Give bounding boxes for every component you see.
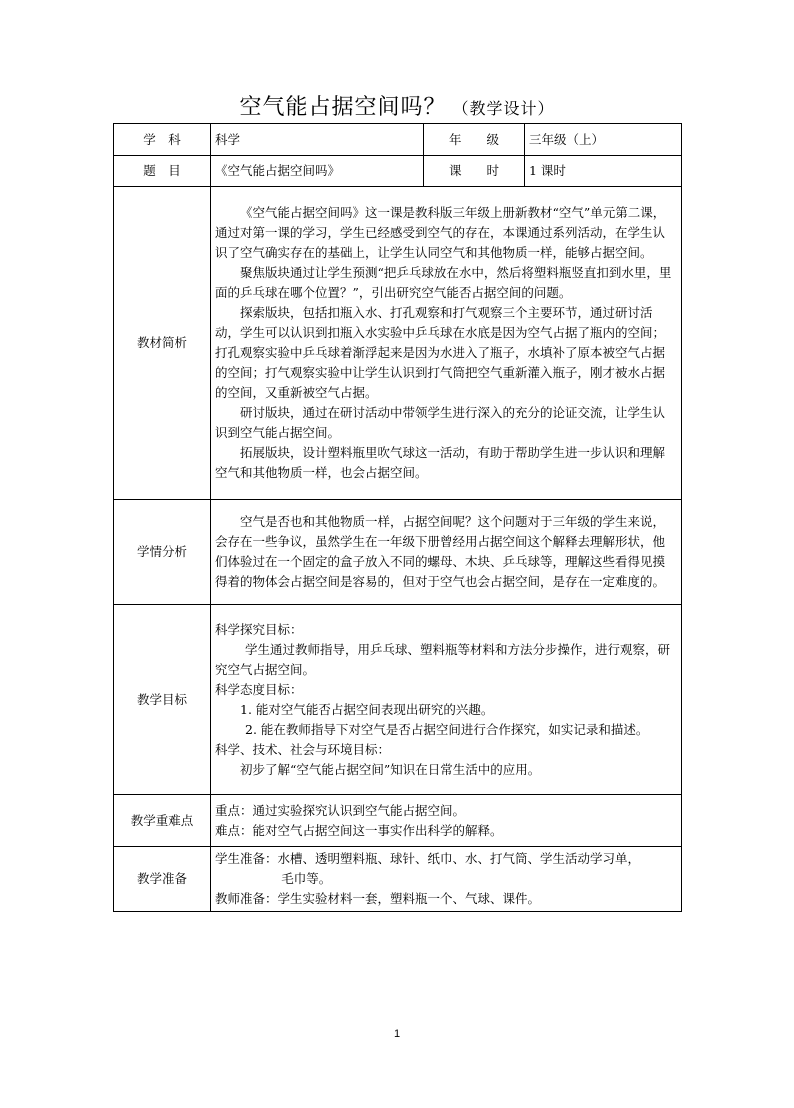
topic-value: 《空气能占据空间吗》 [211,156,424,187]
title-subtitle: （教学设计） [452,99,555,118]
material-paragraph: 研讨版块，通过在研讨活动中带领学生进行深入的充分的论证交流，让学生认识到空气能占据空间。 [215,405,666,440]
period-value: 1 课时 [525,156,682,187]
goals-content [211,605,682,795]
teacher-prep-line: 教师准备：学生实验材料一套，塑料瓶一个、气球、课件。 [215,891,541,906]
sts-heading: 科学、技术、社会与环境目标： [215,741,391,757]
page-number: 1 [393,1028,401,1040]
material-content [211,187,682,500]
focus-text: 重点：通过实验探究认识到空气能占据空间。 [215,802,466,818]
inquiry-text: 学生通过教师指导，用乒乓球、塑料瓶等材料和方法分步操作，进行观察，研究空气占据空间。 [215,641,671,677]
students-paragraph: 空气是否也和其他物质一样，占据空间呢？这个问题对于三年级的学生来说，会存在一些争议，虽然学生在一年级下册曾经用占据空间这个解释去理解形状，他们体验过在一个固定的盒子放入不同的螺母、木块、乒乓球等，理解这些看得见摸得着的物体会占据空间是容易的，但对于空气也会占据空间，是存在一定难度的。 [215,514,666,589]
material-label: 教材简析 [114,187,211,500]
student-prep-line: 学生准备：水槽、透明塑料瓶、球针、纸巾、水、打气筒、学生活动学习单， [215,851,641,866]
material-paragraph: 聚焦版块通过让学生预测“把乒乓球放在水中，然后将塑料瓶竖直扣到水里，里面的乒乓球在哪个位置？”，引出研究空气能否占据空间的问题。 [215,265,672,300]
students-row [114,500,682,605]
subject-label: 学 科 [114,124,211,156]
inquiry-heading: 科学探究目标： [215,621,303,637]
sts-text: 初步了解“空气能占据空间”知识在日常生活中的应用。 [240,761,541,777]
attitude-heading: 科学态度目标： [215,681,303,697]
attitude-item: 2. 能在教师指导下对空气是否占据空间进行合作探究，如实记录和描述。 [245,721,649,737]
students-content [211,500,682,605]
topic-label: 题 目 [114,156,211,187]
student-prep-line: 毛巾等。 [281,871,332,886]
table-row [114,124,682,156]
preparation-row [114,847,682,912]
preparation-content [211,847,682,912]
period-label: 课 时 [424,156,525,187]
grade-label: 年 级 [424,124,525,156]
material-paragraph: 《空气能占据空间吗》这一课是教科版三年级上册新教材“空气”单元第二课，通过对第一课的学习，学生已经感受到空气的存在，本课通过系列活动，在学生认识了空气确实存在的基础上，让学生认同空气和其他物质一样，能够占据空间。 [215,205,666,260]
keypoints-content [211,795,682,847]
material-paragraph: 探索版块，包括扣瓶入水、打孔观察和打气观察三个主要环节，通过研讨活动，学生可以认识到扣瓶入水实验中乒乓球在水底是因为空气占据了瓶内的空间；打孔观察实验中乒乓球着渐浮起来是因为水进入了瓶子，水填补了原本被空气占据的空间；打气观察实验中让学生认识到打气筒把空气重新灌入瓶子，刚才被水占据的空间，又重新被空气占据。 [215,305,666,400]
attitude-item: 1. 能对空气能否占据空间表现出研究的兴趣。 [240,701,494,717]
grade-value: 三年级（上） [525,124,682,156]
keypoints-row [114,795,682,847]
preparation-label: 教学准备 [114,847,211,912]
material-paragraph: 拓展版块，设计塑料瓶里吹气球这一活动，有助于帮助学生进一步认识和理解空气和其他物质一样，也会占据空间。 [215,445,666,480]
subject-value: 科学 [211,124,424,156]
students-label: 学情分析 [114,500,211,605]
difficulty-text: 难点：能对空气占据空间这一事实作出科学的解释。 [215,822,503,838]
title-text: 空气能占据空间吗？ [239,95,447,120]
document-title [0,90,794,121]
goals-label: 教学目标 [114,605,211,795]
keypoints-label: 教学重难点 [114,795,211,847]
material-row [114,187,682,500]
goals-row [114,605,682,795]
lesson-plan-table [113,123,682,912]
table-row [114,156,682,187]
